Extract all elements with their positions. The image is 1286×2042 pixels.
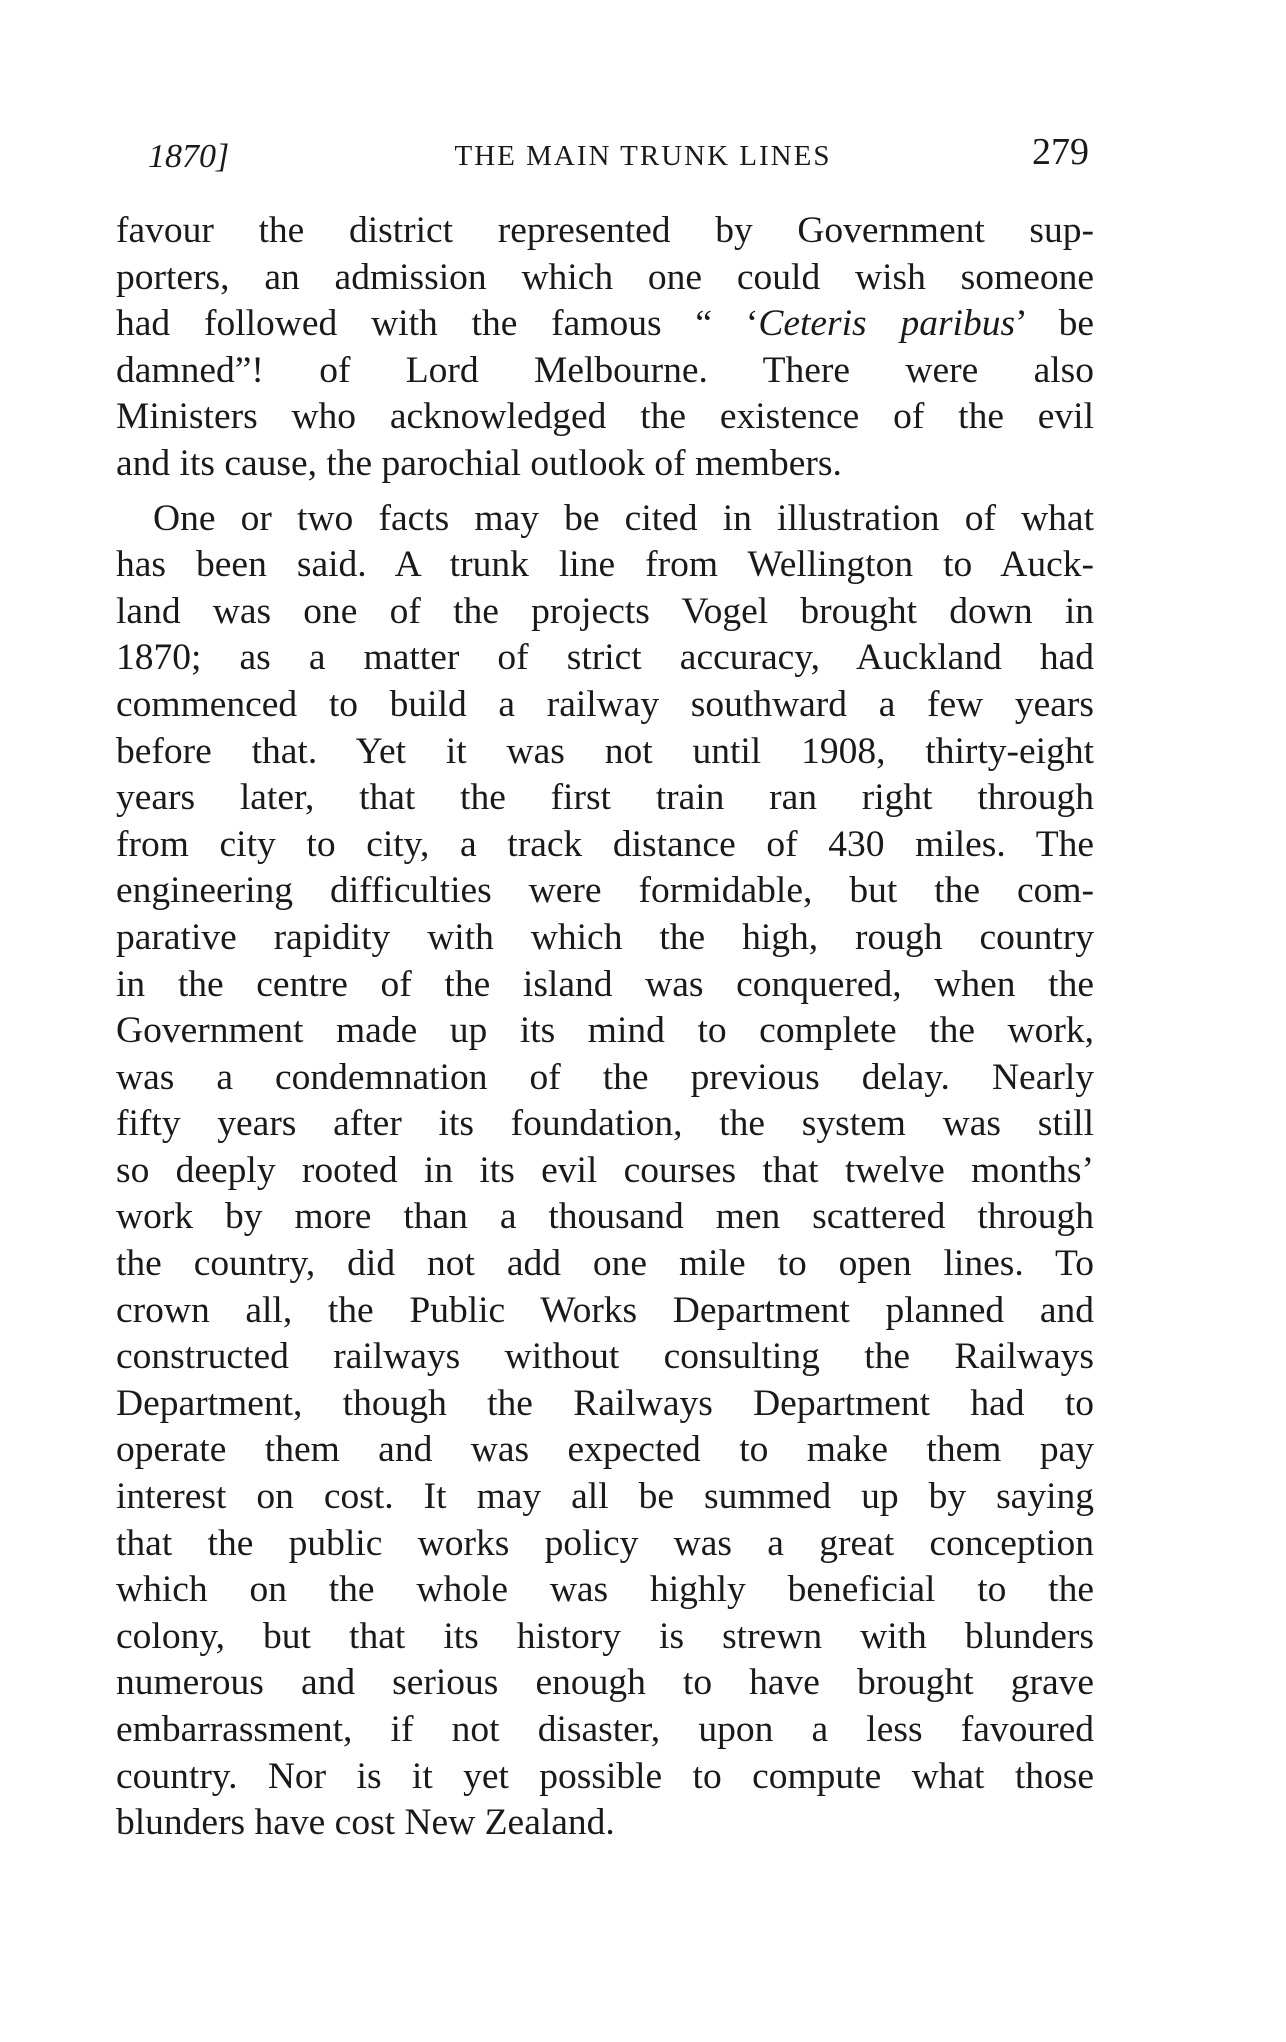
text-line: interest on cost. It may all be summed up by saying [116,1476,1094,1518]
text-line [116,301,1094,348]
text-line: which on the whole was highly beneficial to the [116,1569,1094,1611]
text-line: work by more than a thousand men scattered through [116,1196,1094,1238]
text-line: country. Nor is it yet possible to compute what those [116,1755,1094,1797]
text-line-italic-segment: had followed with the famous “ ‘Ceteris paribus’ be [116,303,1094,345]
text-line: Government made up its mind to complete the work, [116,1010,1094,1052]
text-line: numerous and serious enough to have brought grave [116,1662,1094,1704]
running-head-date: 1870] [148,138,230,175]
running-head-title: THE MAIN TRUNK LINES [454,140,832,172]
text-line: has been said. A trunk line from Wellington to Auck- [116,544,1094,586]
text-line: so deeply rooted in its evil courses that twelve months’ [116,1149,1094,1191]
text-line: blunders have cost New Zealand. [116,1802,615,1844]
text-line: Ministers who acknowledged the existence of the evil [116,396,1094,438]
text-line: years later, that the first train ran right through [116,777,1094,819]
running-head [0,128,1286,188]
page-number: 279 [1032,131,1089,173]
text-line: land was one of the projects Vogel brought down in [116,590,1094,632]
paragraph-2 [116,496,1094,1847]
body-text [116,208,1094,1847]
text-line: embarrassment, if not disaster, upon a less favoured [116,1709,1094,1750]
text-line: colony, but that its history is strewn with blunders [116,1615,1094,1657]
text-line: operate them and was expected to make them pay [116,1429,1094,1471]
text-line: damned”! of Lord Melbourne. There were also [116,349,1094,391]
text-line: that the public works policy was a great conception [116,1522,1094,1564]
text-line: crown all, the Public Works Department planned and [116,1289,1094,1331]
text-line: constructed railways without consulting the Railways [116,1336,1094,1378]
text-line: Department, though the Railways Department had to [116,1382,1094,1424]
text-line: porters, an admission which one could wish someone [116,256,1094,298]
text-line: from city to city, a track distance of 430 miles. The [116,823,1094,865]
text-line: the country, did not add one mile to open lines. To [116,1243,1094,1285]
text-line: was a condemnation of the previous delay. Nearly [116,1056,1094,1098]
paragraph-1 [116,208,1094,488]
text-line: and its cause, the parochial outlook of members. [116,442,842,484]
text-line: engineering difficulties were formidable, but the com- [116,870,1094,912]
text-line: One or two facts may be cited in illustration of what [153,497,1094,539]
text-line: favour the district represented by Government sup- [116,210,1094,251]
text-line: fifty years after its foundation, the system was still [116,1103,1094,1145]
text-line: 1870; as a matter of strict accuracy, Auckland had [116,637,1094,679]
text-line: parative rapidity with which the high, rough country [116,916,1094,958]
text-line: in the centre of the island was conquered, when the [116,963,1094,1005]
text-line: commenced to build a railway southward a few years [116,683,1094,725]
text-line: before that. Yet it was not until 1908, thirty-eight [116,730,1094,772]
latin-phrase: Ceteris paribus [758,303,1016,345]
